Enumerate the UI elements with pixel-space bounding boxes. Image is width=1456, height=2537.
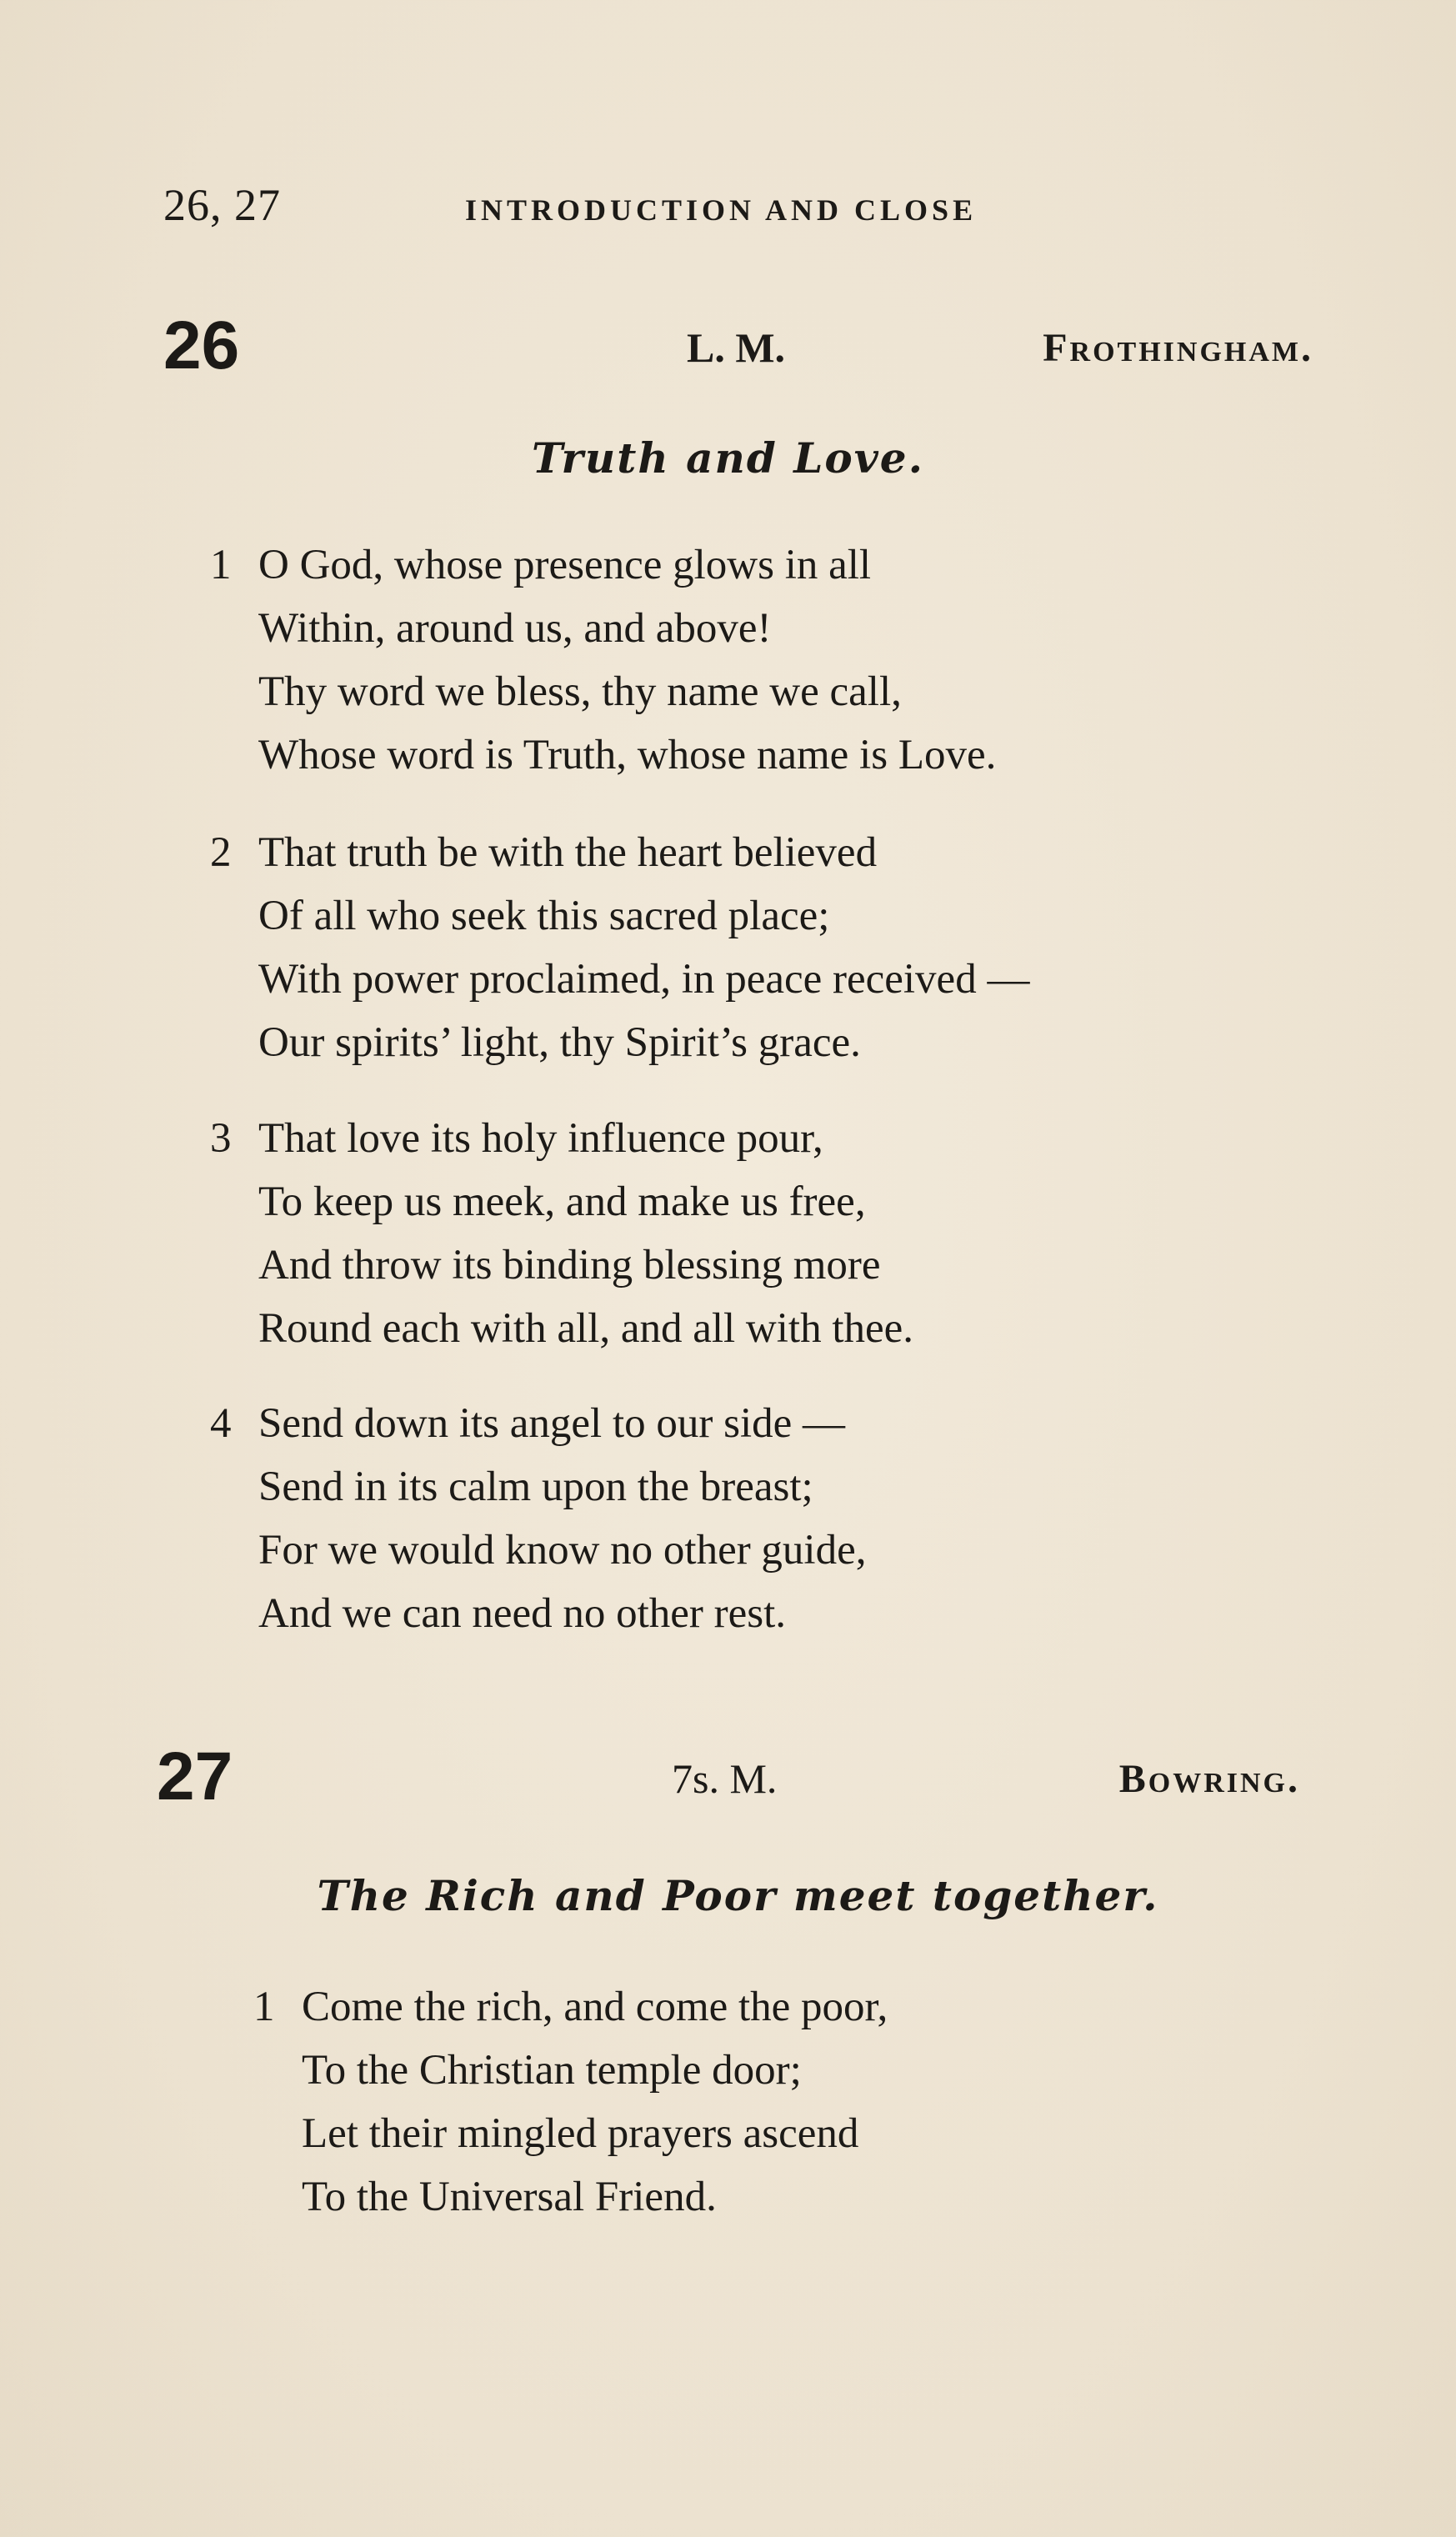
verse-line: Send in its calm upon the breast;	[258, 1464, 813, 1510]
verse-line: Within, around us, and above!	[258, 605, 772, 652]
verse-line: Come the rich, and come the poor,	[302, 1984, 888, 2030]
hymn-27-header	[157, 1738, 1300, 1813]
hymn-27-title: The Rich and Poor meet together.	[317, 1871, 1159, 1920]
stanza-number: 3	[210, 1115, 232, 1162]
verse-line: Our spirits’ light, thy Spirit’s grace.	[258, 1019, 861, 1066]
hymn-26-stanza-2	[210, 821, 1030, 1074]
hymn-author: Bowring.	[1118, 1757, 1300, 1801]
hymn-meter: 7s. M.	[672, 1755, 778, 1802]
hymn-26-title: Truth and Love.	[531, 433, 924, 483]
verse-line: To the Universal Friend.	[302, 2174, 717, 2220]
hymn-author: Frothingham.	[1043, 326, 1313, 370]
verse-line: For we would know no other guide,	[258, 1527, 867, 1574]
verse-line: With power proclaimed, in peace received —	[258, 956, 1030, 1003]
hymn-number: 26	[163, 308, 240, 383]
hymn-26-stanza-4	[210, 1392, 867, 1645]
running-header	[163, 179, 1313, 238]
verse-line: O God, whose presence glows in all	[258, 542, 872, 588]
hymn-26-stanza-3	[210, 1107, 914, 1360]
hymn-meter: L. M.	[687, 324, 786, 371]
verse-line: To keep us meek, and make us free,	[258, 1178, 866, 1225]
hymn-26-stanza-1	[210, 533, 997, 787]
verse-line: Whose word is Truth, whose name is Love.	[258, 732, 997, 778]
verse-line: Thy word we bless, thy name we call,	[258, 668, 902, 715]
verse-line: Send down its angel to our side —	[258, 1400, 846, 1447]
verse-line: And throw its binding blessing more	[258, 1242, 881, 1289]
verse-line: Let their mingled prayers ascend	[302, 2110, 859, 2157]
hymn-number: 27	[157, 1739, 233, 1814]
verse-line: Round each with all, and all with thee.	[258, 1305, 914, 1352]
page-numbers: 26, 27	[163, 180, 281, 230]
verse-line: Of all who seek this sacred place;	[258, 893, 830, 939]
verse-line: To the Christian temple door;	[302, 2047, 802, 2094]
verse-line: That love its holy influence pour,	[258, 1115, 823, 1162]
stanza-number: 2	[210, 829, 232, 876]
section-title: INTRODUCTION AND CLOSE	[465, 193, 978, 227]
verse-line: And we can need no other rest.	[258, 1590, 787, 1637]
stanza-number: 1	[210, 542, 232, 588]
verse-line: That truth be with the heart believed	[258, 829, 878, 876]
hymn-27-stanza-1	[253, 1975, 888, 2229]
hymn-26-header	[163, 307, 1313, 382]
stanza-number: 1	[253, 1984, 275, 2030]
stanza-number: 4	[210, 1400, 232, 1447]
